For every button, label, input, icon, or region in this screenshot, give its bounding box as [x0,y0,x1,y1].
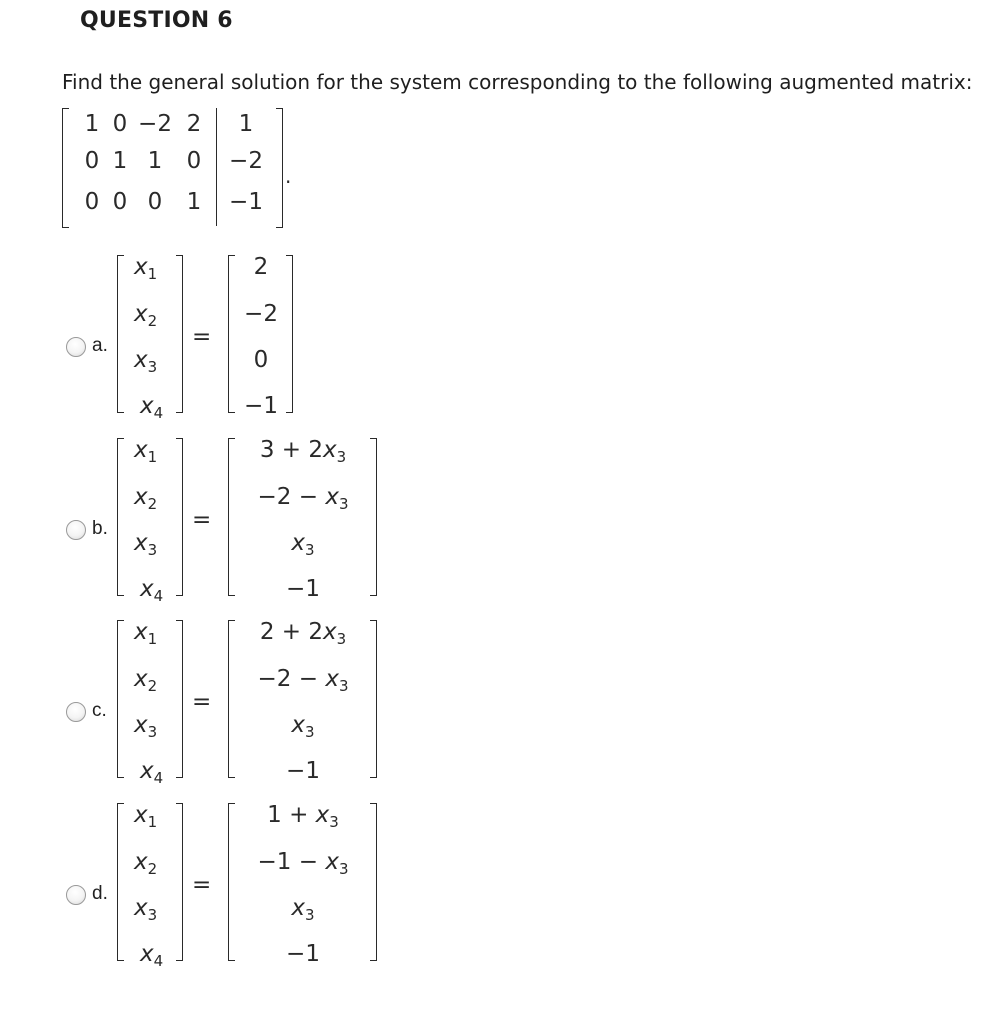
option-radio[interactable] [66,337,86,357]
matrix-cell: 1 [186,189,202,215]
matrix-cell: 0 [84,189,100,215]
right-bracket [176,438,183,596]
left-bracket [117,620,124,778]
matrix-cell: −1 [229,189,263,215]
question-prompt: Find the general solution for the system corresponding to the following augmented matrix: [62,70,973,94]
left-bracket [228,438,235,596]
left-bracket [228,620,235,778]
right-bracket [176,803,183,961]
augment-divider [216,108,217,226]
variable-x1: $x_1$ [134,254,158,283]
variable-x4: $x_4$ [140,576,164,605]
matrix-cell: 1 [112,148,128,174]
variable-x1: $x_1$ [134,802,158,831]
question-title: QUESTION 6 [80,8,233,33]
equals-sign: = [192,872,212,898]
matrix-cell: 0 [112,189,128,215]
variable-x2: $x_2$ [134,484,158,513]
matrix-period: . [285,164,292,188]
rhs-entry: −1 [286,941,320,967]
matrix-cell: 1 [84,111,100,137]
rhs-entry: $2 + 2x_3$ [259,619,347,648]
rhs-entry: $x_3$ [291,530,315,559]
equals-sign: = [192,324,212,350]
rhs-entry: −1 [286,758,320,784]
option-letter: c. [92,700,107,721]
option-letter: d. [92,883,108,904]
right-bracket [276,108,283,228]
variable-x3: $x_3$ [134,347,158,376]
rhs-entry: −1 [244,393,278,419]
variable-x1: $x_1$ [134,619,158,648]
option-letter: a. [92,335,108,356]
option-radio[interactable] [66,702,86,722]
variable-x2: $x_2$ [134,849,158,878]
equals-sign: = [192,689,212,715]
variable-x4: $x_4$ [140,758,164,787]
rhs-entry: $x_3$ [291,712,315,741]
matrix-cell: 2 [186,111,202,137]
variable-x3: $x_3$ [134,712,158,741]
equals-sign: = [192,507,212,533]
rhs-entry: $-1 - x_3$ [257,849,349,878]
rhs-entry: $3 + 2x_3$ [259,437,347,466]
variable-x4: $x_4$ [140,393,164,422]
matrix-cell: 1 [238,111,254,137]
right-bracket [176,620,183,778]
left-bracket [228,255,235,413]
left-bracket [62,108,69,228]
option-radio[interactable] [66,885,86,905]
variable-x2: $x_2$ [134,666,158,695]
variable-x2: $x_2$ [134,301,158,330]
matrix-cell: 0 [186,148,202,174]
rhs-entry: $-2 - x_3$ [257,666,349,695]
variable-x3: $x_3$ [134,530,158,559]
rhs-entry: 0 [253,347,269,373]
right-bracket [286,255,293,413]
right-bracket [370,620,377,778]
variable-x3: $x_3$ [134,895,158,924]
right-bracket [370,438,377,596]
matrix-cell: −2 [229,148,263,174]
matrix-cell: −2 [138,111,172,137]
left-bracket [117,438,124,596]
left-bracket [117,255,124,413]
rhs-entry: 2 [253,254,269,280]
matrix-cell: 0 [84,148,100,174]
variable-x4: $x_4$ [140,941,164,970]
matrix-cell: 0 [112,111,128,137]
rhs-entry: $-2 - x_3$ [257,484,349,513]
option-radio[interactable] [66,520,86,540]
right-bracket [370,803,377,961]
rhs-entry: −2 [244,301,278,327]
rhs-entry: $1 + x_3$ [267,802,339,831]
left-bracket [117,803,124,961]
matrix-cell: 1 [147,148,163,174]
matrix-cell: 0 [147,189,163,215]
right-bracket [176,255,183,413]
rhs-entry: −1 [286,576,320,602]
left-bracket [228,803,235,961]
variable-x1: $x_1$ [134,437,158,466]
rhs-entry: $x_3$ [291,895,315,924]
option-letter: b. [92,518,108,539]
